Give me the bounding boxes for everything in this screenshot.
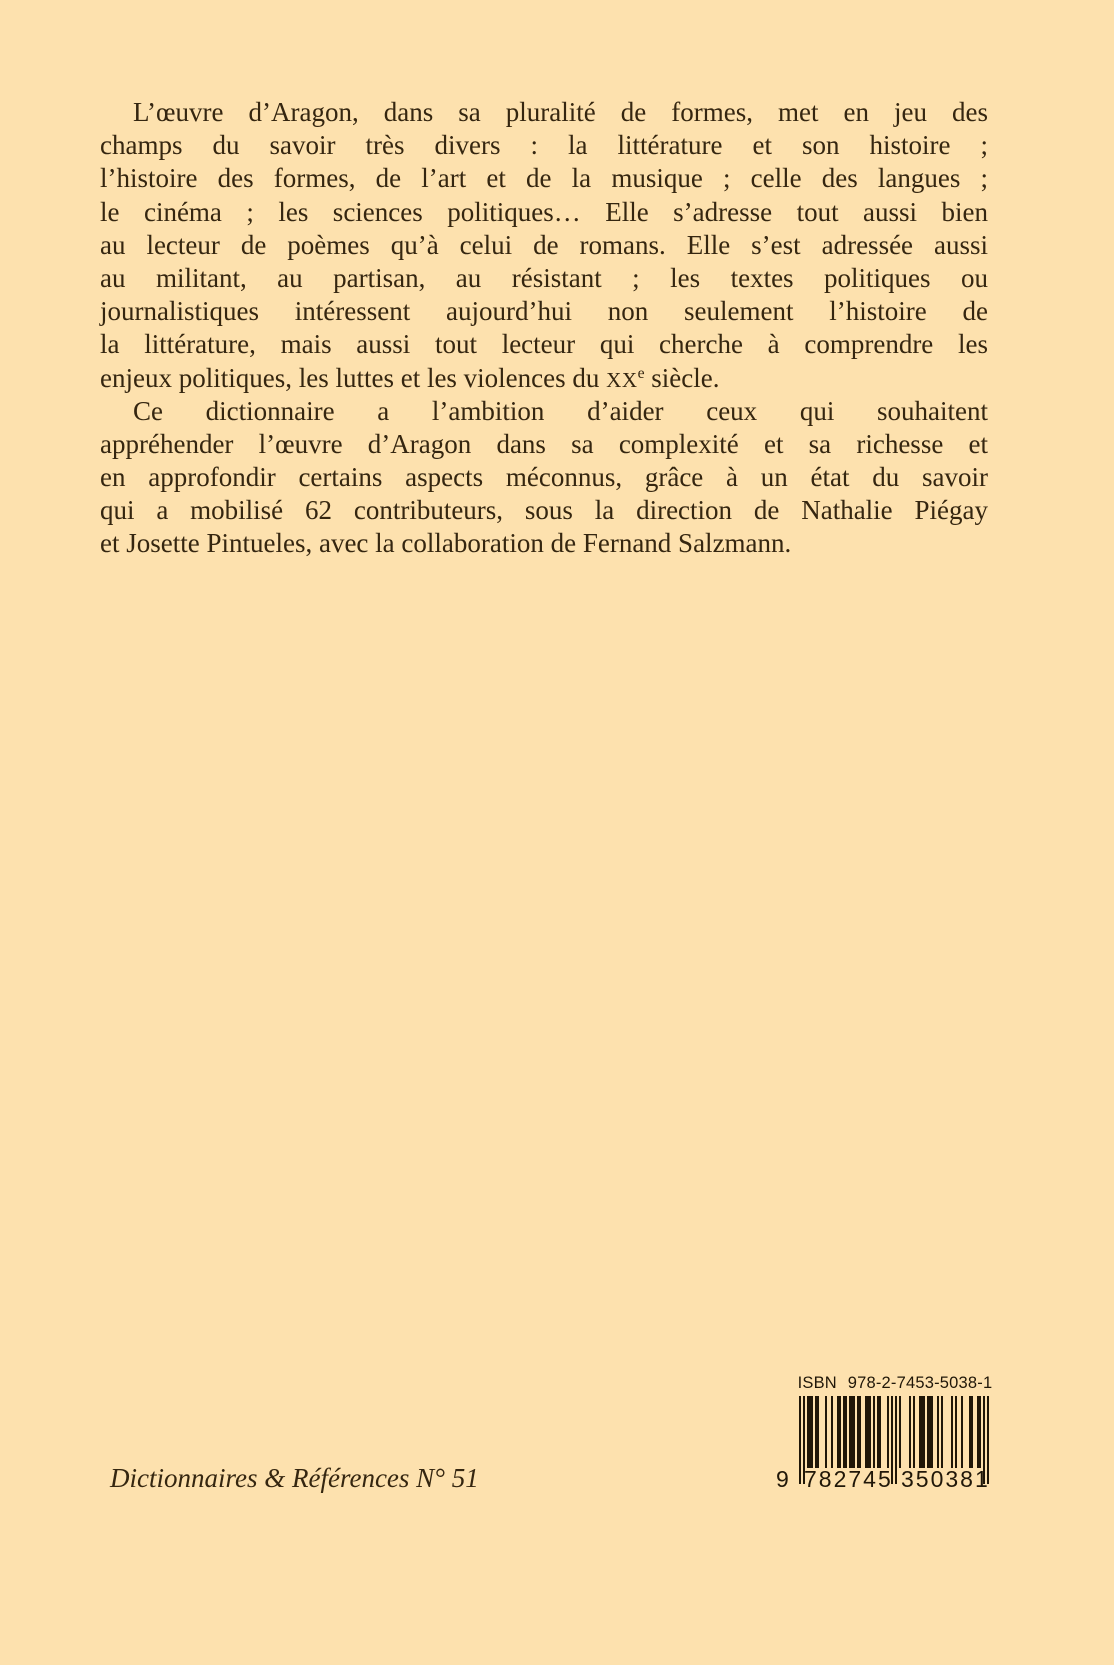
isbn-number-label: ISBN 978-2-7453-5038-1 xyxy=(797,1374,993,1392)
isbn-barcode-block xyxy=(775,1374,993,1496)
blurb-text: enjeux politiques, les luttes et les violences du xyxy=(100,362,607,393)
blurb-line: en approfondir certains aspects méconnus, grâce à un état du savoir xyxy=(100,462,988,493)
century-superscript: e xyxy=(637,364,645,382)
blurb-line: L’œuvre d’Aragon, dans sa pluralité de formes, met en jeu des xyxy=(133,97,988,127)
blurb-line: champs du savoir très divers : la littérature et son histoire ; xyxy=(100,130,988,161)
blurb-line: au lecteur de poèmes qu’à celui de romans. Elle s’est adressée aussi xyxy=(100,229,988,260)
blurb-line: et Josette Pintueles, avec la collaboration de Fernand Salzmann. xyxy=(100,528,792,559)
blurb-line: au militant, au partisan, au résistant ; les textes politiques ou xyxy=(100,262,988,293)
barcode-digit-first: 9 xyxy=(776,1466,789,1492)
barcode-digits-right: 350381 xyxy=(901,1466,990,1492)
blurb-line: l’histoire des formes, de l’art et de la musique ; celle des langues ; xyxy=(100,163,988,194)
century-smallcaps: XX xyxy=(606,367,638,392)
blurb-line: qui a mobilisé 62 contributeurs, sous la direction de Nathalie Piégay xyxy=(100,495,988,526)
blurb-line: appréhender l’œuvre d’Aragon dans sa complexité et sa richesse et xyxy=(100,428,988,459)
blurb xyxy=(100,96,988,561)
barcode-digits-left: 782745 xyxy=(804,1466,893,1492)
blurb-line xyxy=(100,362,988,395)
blurb-line: le cinéma ; les sciences politiques… Elle s’adresse tout aussi bien xyxy=(100,196,988,227)
blurb-line: la littérature, mais aussi tout lecteur qui cherche à comprendre les xyxy=(100,329,988,360)
series-label: Dictionnaires & Références N° 51 xyxy=(110,1463,479,1493)
blurb-line: journalistiques intéressent aujourd’hui non seulement l’histoire de xyxy=(100,296,988,327)
blurb-line: Ce dictionnaire a l’ambition d’aider ceux qui souhaitent xyxy=(133,395,988,426)
blurb-text: siècle. xyxy=(644,362,720,393)
